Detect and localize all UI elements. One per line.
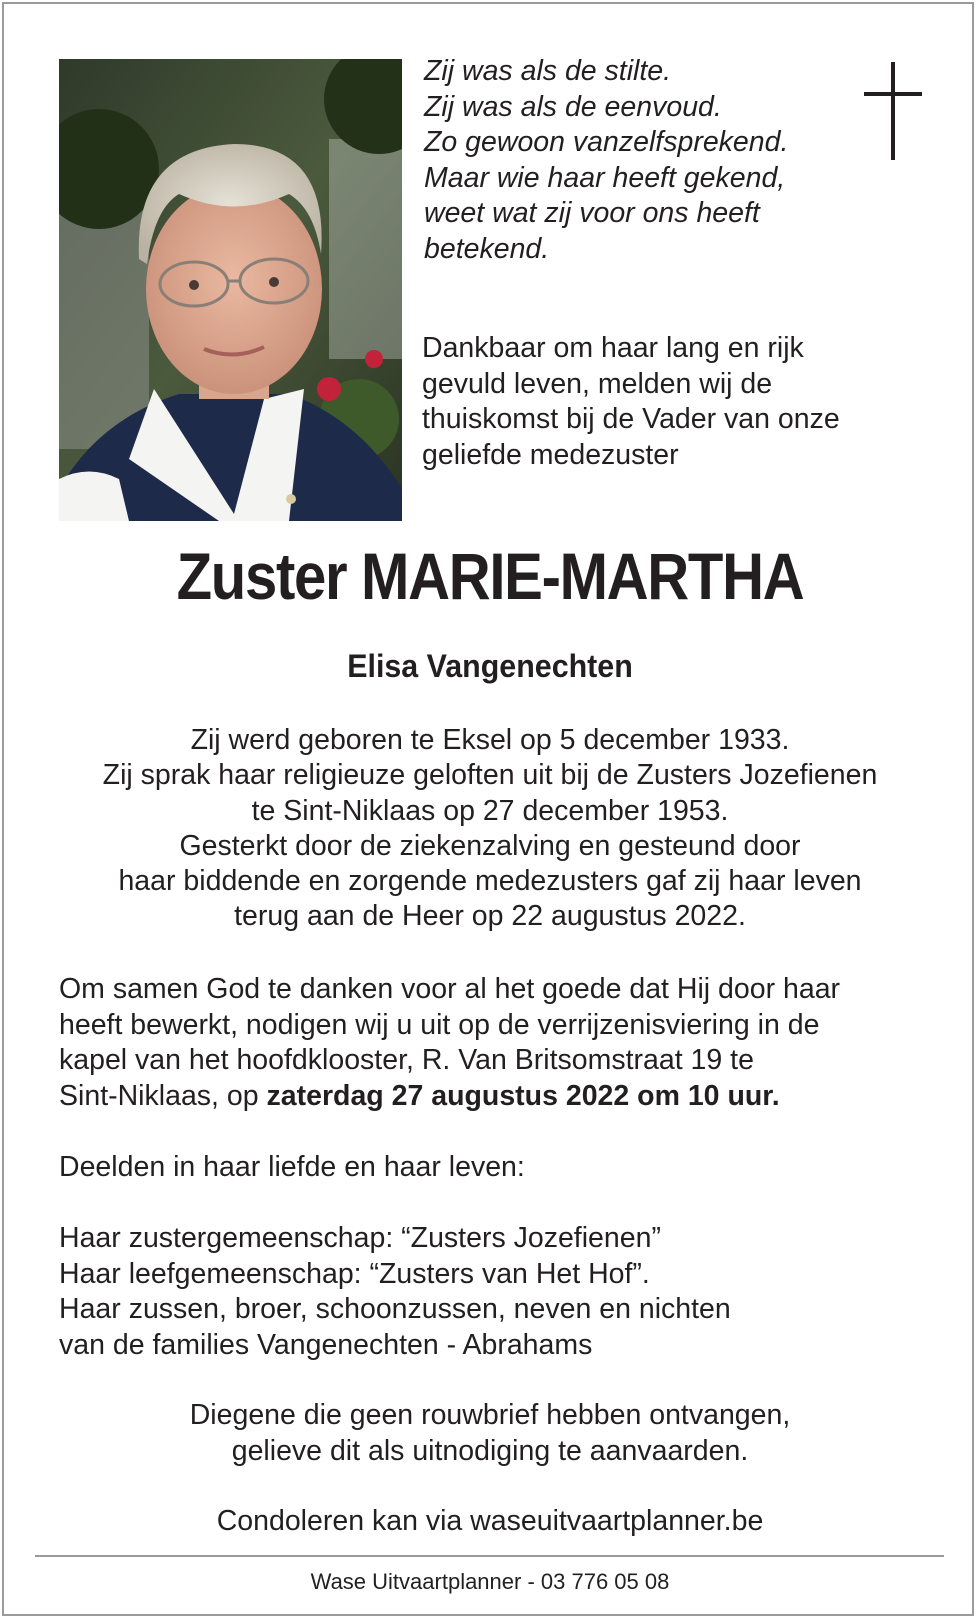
invitation-line-final bbox=[59, 1079, 959, 1115]
family-line: van de families Vangenechten - Abrahams bbox=[59, 1328, 593, 1361]
bio-line: Gesterkt door de ziekenzalving en gesteund door bbox=[179, 829, 801, 862]
portrait-photo bbox=[59, 59, 402, 521]
bio-line: te Sint-Niklaas op 27 december 1953. bbox=[251, 794, 729, 827]
family-list bbox=[59, 1221, 731, 1363]
intro-line: thuiskomst bij de Vader van onze bbox=[422, 403, 840, 435]
invitation-line: Om samen God te danken voor al het goede dat Hij door haar bbox=[59, 973, 841, 1005]
condolence-text: Condoleren kan via waseuitvaartplanner.be bbox=[216, 1505, 764, 1537]
bio-line: terug aan de Heer op 22 augustus 2022. bbox=[234, 900, 746, 933]
poem-line: Zij was als de eenvoud. bbox=[424, 90, 722, 123]
poem-line: betekend. bbox=[424, 232, 550, 265]
invitation-prefix: Sint-Niklaas, op bbox=[59, 1079, 267, 1112]
bio-line: haar biddende en zorgende medezusters gaf zij haar leven bbox=[118, 865, 862, 898]
deceased-title: Zuster MARIE-MARTHA bbox=[176, 539, 804, 613]
poem-line: Maar wie haar heeft gekend, bbox=[424, 161, 786, 194]
intro-line: geliefde medezuster bbox=[422, 438, 679, 471]
footer-contact: Wase Uitvaartplanner - 03 776 05 08 bbox=[310, 1569, 670, 1594]
family-line: Haar zustergemeenschap: “Zusters Jozefienen” bbox=[59, 1222, 661, 1254]
invitation-notice bbox=[0, 1397, 980, 1469]
biography bbox=[0, 723, 980, 935]
notice-line: Diegene die geen rouwbrief hebben ontvangen, bbox=[189, 1399, 791, 1431]
invitation bbox=[59, 972, 959, 1114]
civil-name: Elisa Vangenechten bbox=[347, 648, 633, 684]
intro-line: Dankbaar om haar lang en rijk bbox=[422, 332, 804, 364]
bio-line: Zij werd geboren te Eksel op 5 december 1933. bbox=[190, 724, 790, 756]
shared-heading: Deelden in haar liefde en haar leven: bbox=[59, 1151, 525, 1183]
cross-icon bbox=[864, 62, 922, 160]
family-line: Haar leefgemeenschap: “Zusters van Het Hof”. bbox=[59, 1257, 650, 1290]
poem bbox=[424, 54, 844, 267]
poem-line: Zij was als de stilte. bbox=[424, 55, 672, 87]
intro-text bbox=[422, 331, 922, 473]
service-date: zaterdag 27 augustus 2022 om 10 uur. bbox=[266, 1079, 780, 1112]
divider bbox=[35, 1555, 944, 1557]
poem-line: Zo gewoon vanzelfsprekend. bbox=[424, 126, 789, 158]
bio-line: Zij sprak haar religieuze geloften uit bij de Zusters Jozefienen bbox=[102, 759, 878, 792]
poem-line: weet wat zij voor ons heeft bbox=[424, 197, 760, 229]
invitation-line: kapel van het hoofdklooster, R. Van Britsomstraat 19 te bbox=[59, 1044, 754, 1076]
notice-line: gelieve dit als uitnodiging te aanvaarden. bbox=[231, 1435, 749, 1467]
intro-line: gevuld leven, melden wij de bbox=[422, 367, 773, 400]
family-line: Haar zussen, broer, schoonzussen, neven en nichten bbox=[59, 1293, 731, 1325]
invitation-line: heeft bewerkt, nodigen wij u uit op de verrijzenisviering in de bbox=[59, 1008, 820, 1041]
